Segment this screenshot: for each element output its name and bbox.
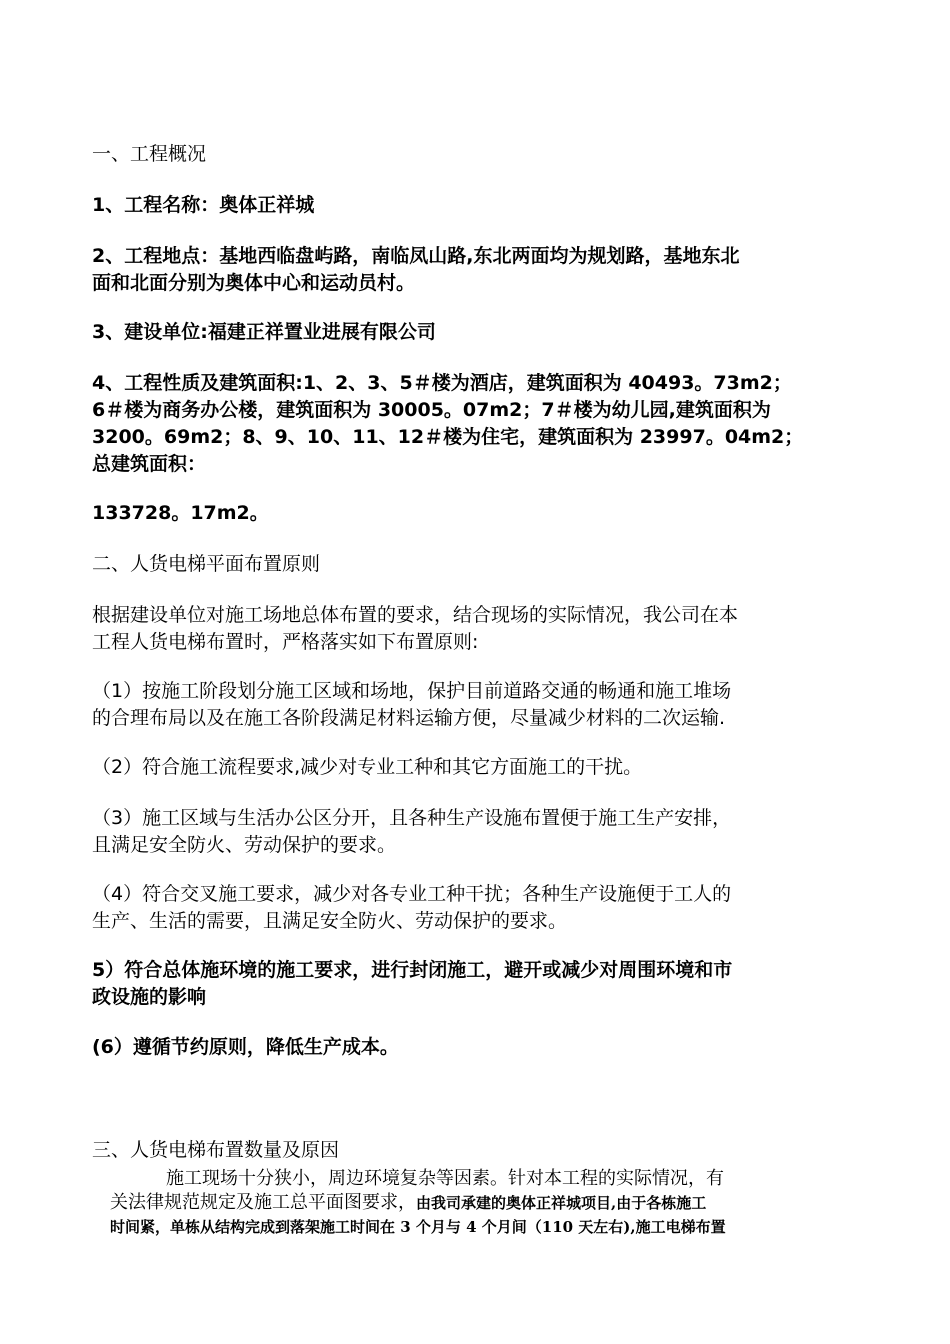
building-area-item: 4、工程性质及建筑面积:1、2、3、5＃楼为酒店，建筑面积为 40493。73m2； 6＃楼为商务办公楼，建筑面积为 30005。07m2；7＃楼为幼儿园,建筑面积为 3200。69m2；8、9、10、11、12＃楼为住宅，建筑面积为 23997。04m2； 总建筑面积： — [92, 372, 804, 475]
principle-5: 5）符合总体施环境的施工要求，进行封闭施工，避开或减少对周围环境和市 政设施的影响 — [92, 959, 733, 1008]
project-name-item: 1、工程名称：奥体正祥城 — [92, 194, 315, 216]
section-heading-principles: 二、人货电梯平面布置原则 — [92, 553, 321, 575]
principle-4: （4）符合交叉施工要求，减少对各专业工种干扰；各种生产设施便于工人的 生产、生活的需要，且满足安全防火、劳动保护的要求。 — [92, 883, 732, 932]
total-area-value: 133728。17m2。 — [92, 502, 269, 524]
section-heading-overview: 一、工程概况 — [92, 143, 207, 165]
section-heading-quantity: 三、人货电梯布置数量及原因 — [92, 1139, 340, 1161]
principles-intro: 根据建设单位对施工场地总体布置的要求，结合现场的实际情况，我公司在本 工程人货电梯布置时，严格落实如下布置原则: — [92, 604, 739, 653]
project-location-item: 2、工程地点：基地西临盘屿路，南临凤山路,东北两面均为规划路，基地东北 面和北面分别为奥体中心和运动员村。 — [92, 245, 740, 294]
principle-6: (6）遵循节约原则，降低生产成本。 — [92, 1036, 399, 1058]
quantity-reason-paragraph: 施工现场十分狭小，周边环境复杂等因素。针对本工程的实际情况，有 关法律规范规定及施工总平面图要求，由我司承建的奥体正祥城项目,由于各栋施工 时间紧，单栋从结构完成到落架施工时间在 3 个月与 4 个月间（110 天左右),施工电梯布置 — [110, 1168, 726, 1236]
reason-line2-tail: 由我司承建的奥体正祥城项目,由于各栋施工 — [416, 1194, 707, 1212]
reason-line2-lead: 关法律规范规定及施工总平面图要求， — [110, 1192, 416, 1213]
principle-1: （1）按施工阶段划分施工区域和场地，保护目前道路交通的畅通和施工堆场 的合理布局以及在施工各阶段满足材料运输方便，尽量减少材料的二次运输. — [92, 680, 732, 729]
developer-item: 3、建设单位:福建正祥置业进展有限公司 — [92, 321, 436, 343]
principle-3: （3）施工区域与生活办公区分开，且各种生产设施布置便于施工生产安排， 且满足安全防火、劳动保护的要求。 — [92, 807, 732, 856]
principle-2: （2）符合施工流程要求,减少对专业工种和其它方面施工的干扰。 — [92, 756, 643, 778]
